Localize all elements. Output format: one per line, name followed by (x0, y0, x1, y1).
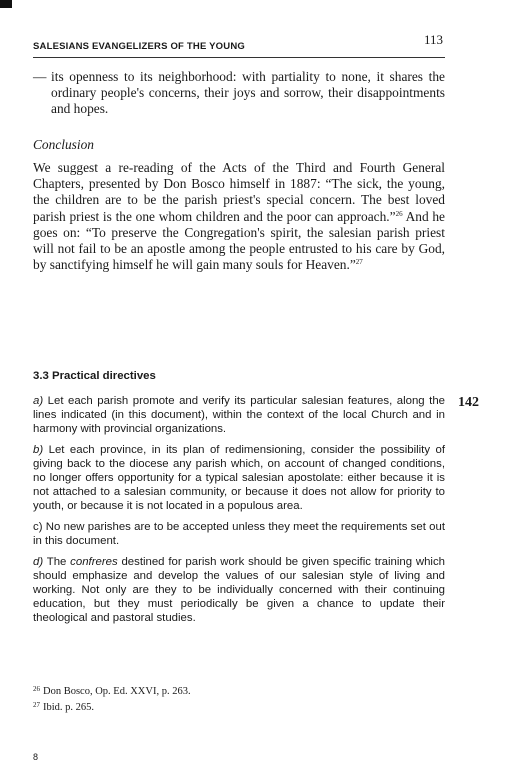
conclusion-paragraph (33, 160, 445, 273)
signature-mark: 8 (33, 752, 39, 762)
directive-text: Let each province, in its plan of redimensioning, consider the possibility of giving back to the diocese any parish which, on account of changed conditions, no longer offers opportunity for a typical salesian apostolate: either because it is not attached to a salesian community, or because it does not allow for priority to youth, or because it is not located in a populous area. (33, 444, 445, 512)
item-letter: d) (33, 556, 44, 568)
directive-b (33, 443, 445, 513)
conclusion-text-1: We suggest a re-reading of the Acts of the Third and Fourth General Chapters, presented by Don Bosco himself in 1887: “The sick, the young, the children are to be the parish priest's special concern. The best loved parish priest is the one whom children and the poor can approach.” (33, 160, 445, 224)
page-number: 113 (423, 32, 443, 47)
footnote-ref-27: 27 (355, 258, 363, 267)
bullet-item (33, 69, 445, 118)
running-title: SALESIANS EVANGELIZERS OF THE YOUNG (33, 41, 245, 52)
conclusion-heading: Conclusion (33, 137, 95, 152)
bullet-text: its openness to its neighborhood: with partiality to none, it shares the ordinary people's concerns, their joys and sorrow, their disappointments and hopes. (51, 69, 445, 117)
directive-text: No new parishes are to be accepted unless they meet the requirements set out in this document. (33, 521, 445, 547)
running-header (33, 32, 445, 58)
section-heading: 3.3 Practical directives (33, 370, 156, 382)
directive-text: The (43, 556, 71, 568)
footnote-text: Don Bosco, Op. Ed. XXVI, p. 263. (43, 686, 191, 697)
margin-paragraph-number: 142 (458, 395, 479, 410)
item-letter: b) (33, 444, 44, 456)
footnote-ref-26: 26 (395, 209, 403, 218)
footnote-27 (33, 699, 445, 715)
footnote-mark: 27 (33, 700, 40, 709)
conclusion-text-2: And he goes on: “To preserve the Congregation's spirit, the salesian parish priest will not fail to be an apostle among the people entrusted to his care by God, by sanctifying himself he will gain many souls for Heaven.” (33, 208, 445, 273)
item-letter: a) (33, 395, 44, 407)
footnote-26 (33, 683, 445, 699)
item-letter: c) (33, 521, 43, 533)
directive-a (33, 394, 445, 436)
emphasis-confreres: confreres (70, 556, 118, 568)
directives-list (33, 394, 445, 632)
footnote-text: Ibid. p. 265. (43, 701, 95, 713)
footnote-mark: 26 (33, 685, 40, 693)
directive-text: Let each parish promote and verify its particular salesian features, along the lines indicated (in this document), within the context of the local Church and in harmony with provincial organizations. (33, 395, 445, 435)
corner-mark (0, 0, 12, 8)
directive-d (33, 555, 445, 625)
bullet-dash: — (33, 69, 47, 84)
directive-c (33, 520, 445, 548)
directive-text: destined for parish work should be given specific training which should emphasize and develop the values of our salesian style of living and working. Not only are they to be individually concerned with their continuing education, but they must periodically be given a chance to update their theological and pastoral studies. (33, 556, 445, 624)
footnotes (33, 683, 445, 714)
